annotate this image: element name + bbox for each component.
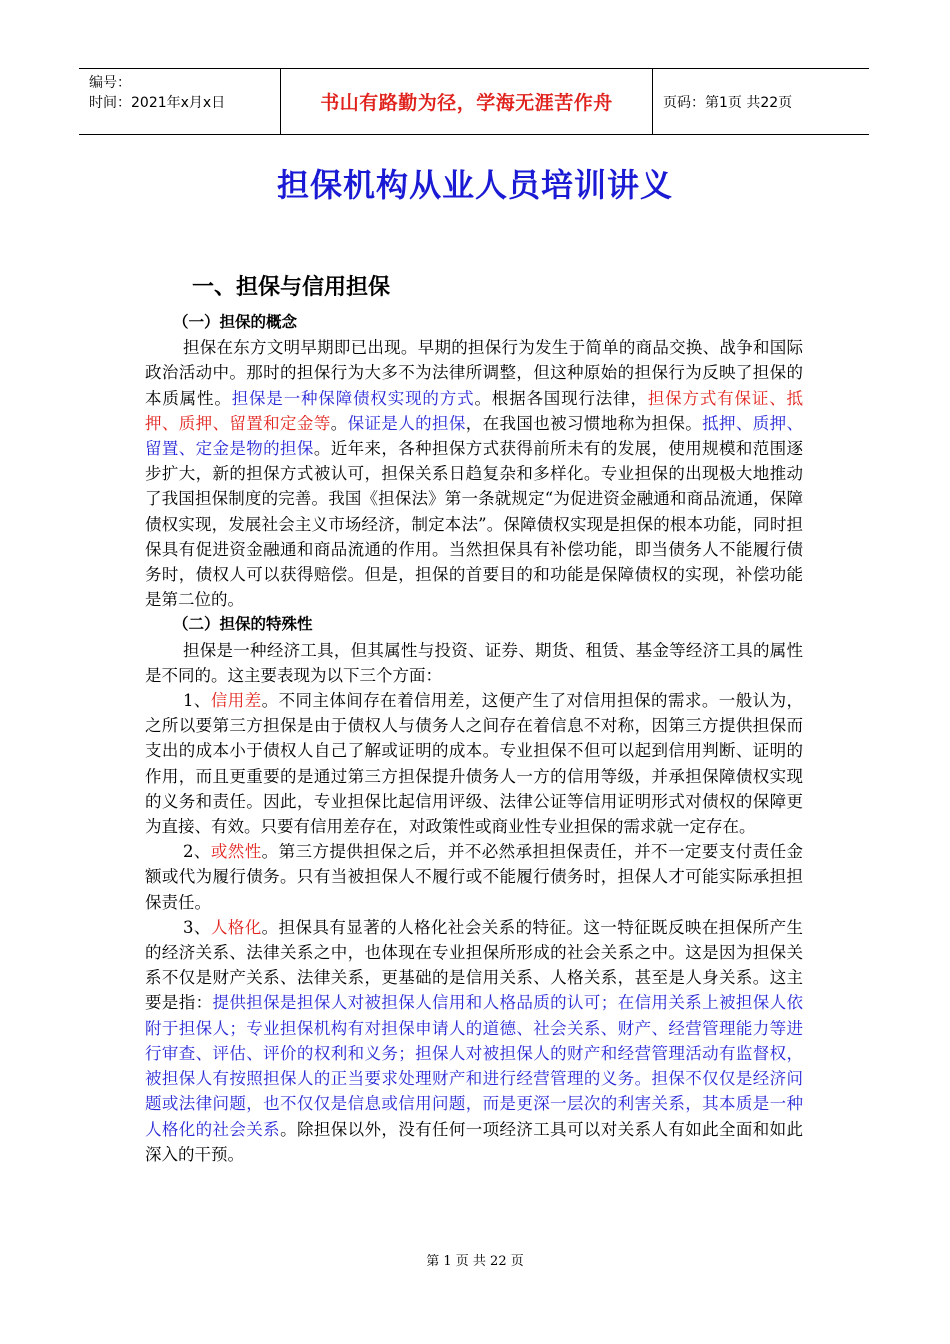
highlight-red-text: 信用差 bbox=[210, 691, 262, 711]
text-run: ，在我国也被习惯地称为担保。 bbox=[465, 413, 703, 433]
highlight-red-text: 担保方式有保证、抵押、质押、留置和定金等 bbox=[145, 388, 804, 433]
highlight-blue-text: 抵押、质押、留置、定金是物的担保 bbox=[145, 413, 804, 459]
section-heading: 一、担保与信用担保 bbox=[192, 275, 391, 300]
subsection-heading-concept: （一）担保的概念 bbox=[173, 313, 298, 331]
text-run: 3、 bbox=[183, 917, 211, 937]
highlight-red-text: 人格化 bbox=[210, 917, 262, 937]
text-run: 。第三方提供担保之后，并不必然承担担保责任，并不一定要支付责任金额或代为履行债务。只有当被担保人不履行或不能履行债务时，担保人才可能实际承担担保责任。 bbox=[145, 842, 804, 912]
text-run: 1、 bbox=[183, 691, 211, 711]
paragraph bbox=[145, 638, 803, 688]
subsection-heading-特殊性: （二）担保的特殊性 bbox=[173, 615, 313, 634]
text-run: 2、 bbox=[183, 842, 211, 862]
highlight-blue-text: 保证是人的担保 bbox=[347, 413, 466, 433]
text-run: 担保在东方文明早期即已出现。早期的担保行为发生于简单的商品交换、战争和国际政治活动中。那时的担保行为大多不为法律所调整，但这种原始的担保行为反映了担保的本质属性。 bbox=[145, 338, 803, 408]
document-body bbox=[145, 310, 803, 1167]
paragraph bbox=[145, 335, 803, 612]
text-run: 。除担保以外，没有任何一项经济工具可以对关系人有如此全面和如此深入的干预。 bbox=[145, 1119, 804, 1164]
text-run: 担保是一种经济工具，但其属性与投资、证券、期货、租赁、基金等经济工具的属性是不同的。这主要表现为以下三个方面： bbox=[145, 640, 803, 685]
text-run: 。 bbox=[330, 413, 348, 433]
header-page-info: 页码：第1页 共22页 bbox=[663, 94, 793, 111]
number-label: 编号： bbox=[89, 75, 131, 91]
header-motto: 书山有路勤为径，学海无涯苦作舟 bbox=[281, 69, 653, 134]
highlight-blue-text: 提供担保是担保人对被担保人信用和人格品质的认可；在信用关系上被担保人依附于担保人；专业担保机构有对担保申请人的道德、社会关系、财产、经营管理能力等进行审查、评估、评价的权利和义务；担保人对被担保人的财产和经营管理活动有监督权，被担保人有按照担保人的正当要求处理财产和进行经营管理的义务。担保不仅仅是经济问题或法律问题，也不仅仅是信息或信用问题，而是更深一层次的利害关系，其本质是一种人格化的社会关系 bbox=[145, 993, 804, 1139]
paragraph-personification bbox=[145, 915, 803, 1167]
text-run: 。近年来，各种担保方式获得前所未有的发展，使用规模和范围逐步扩大，新的担保方式被认可，担保关系日趋复杂和多样化。专业担保的出现极大地推动了我国担保制度的完善。我国《担保法》第一条就规定“为促进资金融通和商品流通，保障债权实现，发展社会主义市场经济，制定本法”。保障债权实现是担保的根本功能，同时担保具有促进资金融通和商品流通的作用。当然担保具有补偿功能，即当债务人不能履行债务时，债权人可以获得赔偿。但是，担保的首要目的和功能是保障债权的实现，补偿功能是第二位的。 bbox=[145, 439, 804, 610]
paragraph-credit-gap bbox=[145, 688, 803, 839]
page-footer: 第 1 页 共 22 页 bbox=[426, 1254, 524, 1269]
highlight-blue-text: 担保是一种保障债权实现的方式 bbox=[231, 388, 475, 408]
header-meta bbox=[79, 69, 281, 134]
document-title: 担保机构从业人员培训讲义 bbox=[276, 166, 673, 204]
time-label: 时间：2021年x月x日 bbox=[89, 95, 226, 111]
text-run: 。根据各国现行法律， bbox=[474, 388, 648, 408]
text-run: 。不同主体间存在着信用差，这便产生了对信用担保的需求。一般认为，之所以要第三方担保是由于债权人与债务人之间存在着信息不对称，因第三方提供担保而支出的成本小于债权人自己了解或证明的成本。专业担保不但可以起到信用判断、证明的作用，而且更重要的是通过第三方担保提升债务人一方的信用等级，并承担保障债权实现的义务和责任。因此，专业担保比起信用评级、法律公证等信用证明形式对债权的保障更为直接、有效。只要有信用差存在，对政策性或商业性专业担保的需求就一定存在。 bbox=[145, 691, 804, 837]
highlight-red-text: 或然性 bbox=[210, 842, 262, 862]
text-run: 。担保具有显著的人格化社会关系的特征。这一特征既反映在担保所产生的经济关系、法律关系之中，也体现在专业担保所形成的社会关系之中。这是因为担保关系不仅是财产关系、法律关系，更基础的是信用关系、人格关系，甚至是人身关系。这主要是指： bbox=[145, 917, 804, 1013]
page-header bbox=[79, 68, 869, 135]
paragraph-contingency bbox=[145, 839, 803, 915]
